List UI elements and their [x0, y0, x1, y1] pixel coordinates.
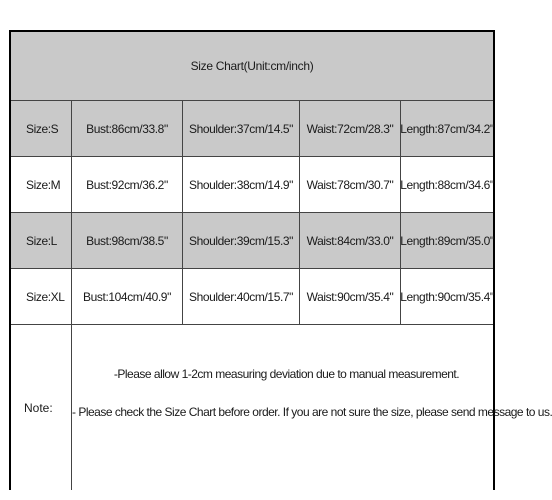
size-cell: Size:M — [11, 157, 72, 212]
size-cell: Size:L — [11, 213, 72, 268]
waist-cell: Waist:84cm/33.0" — [300, 213, 401, 268]
shoulder-cell: Shoulder:38cm/14.9" — [183, 157, 300, 212]
table-row — [11, 101, 493, 157]
table-row — [11, 157, 493, 213]
table-row — [11, 213, 493, 269]
note-line: - Please check the Size Chart before order. If you are not sure the size, please send message to us. — [72, 405, 552, 419]
note-label: Note: — [11, 325, 72, 490]
bust-cell: Bust:86cm/33.8" — [72, 101, 183, 156]
length-cell: Length:87cm/34.2" — [400, 121, 494, 136]
bust-cell: Bust:92cm/36.2" — [72, 157, 183, 212]
size-cell: Size:XL — [11, 269, 72, 324]
size-cell: Size:S — [11, 101, 72, 156]
size-chart-table — [9, 30, 552, 490]
length-cell: Length:89cm/35.0" — [400, 233, 494, 248]
length-cell: Length:90cm/35.4" — [400, 289, 494, 304]
waist-cell: Waist:90cm/35.4" — [300, 269, 401, 324]
waist-cell: Waist:72cm/28.3" — [300, 101, 401, 156]
note-line: -Please allow 1-2cm measuring deviation due to manual measurement. — [113, 367, 460, 381]
bust-cell: Bust:98cm/38.5" — [72, 213, 183, 268]
shoulder-cell: Shoulder:39cm/15.3" — [183, 213, 300, 268]
bust-cell: Bust:104cm/40.9" — [72, 269, 183, 324]
length-cell: Length:88cm/34.6" — [400, 177, 494, 192]
shoulder-cell: Shoulder:37cm/14.5" — [183, 101, 300, 156]
shoulder-cell: Shoulder:40cm/15.7" — [183, 269, 300, 324]
note-body — [72, 325, 552, 490]
waist-cell: Waist:78cm/30.7" — [300, 157, 401, 212]
table-title: Size Chart(Unit:cm/inch) — [11, 32, 493, 101]
table-row — [11, 269, 493, 325]
note-row — [11, 325, 552, 490]
